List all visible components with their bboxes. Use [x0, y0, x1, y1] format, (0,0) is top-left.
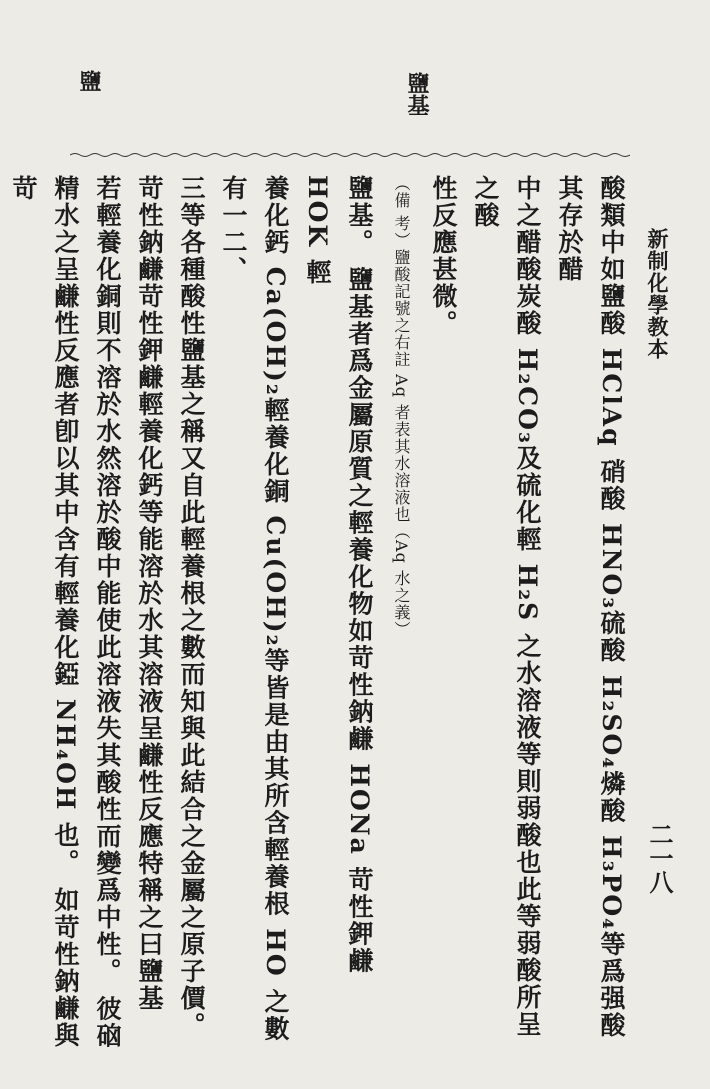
margin-label-base: 鹽基: [404, 72, 430, 116]
body-line: 三等各種酸性鹽基之稱又自此輕養根之數而知與此結合之金屬之原子價。: [177, 175, 206, 1039]
body-line: 中之醋酸炭酸 H₂CO₃及硫化輕 H₂S 之水溶液等則弱酸也此等弱酸所呈之酸: [471, 175, 542, 1038]
note-line: （備 考）鹽酸記號之右註 Aq 者表其水溶液也（Aq 水之義）: [392, 175, 411, 638]
body-line: 性反應甚微。: [429, 175, 458, 337]
body-line: 精水之呈鹻性反應者卽以其中含有輕養化錏 NH₄OH 也。 如苛性鈉鹻與苛: [9, 175, 80, 1049]
body-line: 鹽基。 鹽基者爲金屬原質之輕養化物如苛性鈉鹻 HONa 苛性鉀鹻 HOK 輕: [303, 175, 374, 975]
body-line: 養化鈣 Ca(OH)₂輕養化銅 Cu(OH)₂等皆是由其所含輕養根 HO 之數有一二、: [219, 175, 290, 1043]
body-line: 酸類中如鹽酸 HClAq 硝酸 HNO₃硫酸 H₂SO₄燐酸 H₃PO₄等爲强酸其存於醋: [555, 175, 626, 1040]
running-title: 新制化學教本: [645, 228, 670, 360]
body-line: 若輕養化銅則不溶於水然溶於酸中能使此溶液失其酸性而變爲中性。 彼硇: [93, 175, 122, 1050]
margin-label-salt: 鹽: [76, 70, 102, 92]
body-text: [9, 175, 632, 1055]
page-number: 二一八: [645, 822, 674, 894]
wavy-divider: [70, 152, 630, 158]
body-line: 苛性鈉鹻苛性鉀鹻輕養化鈣等能溶於水其溶液呈鹻性反應特稱之曰鹽基: [135, 175, 164, 1012]
body-line: [0, 175, 2, 1055]
